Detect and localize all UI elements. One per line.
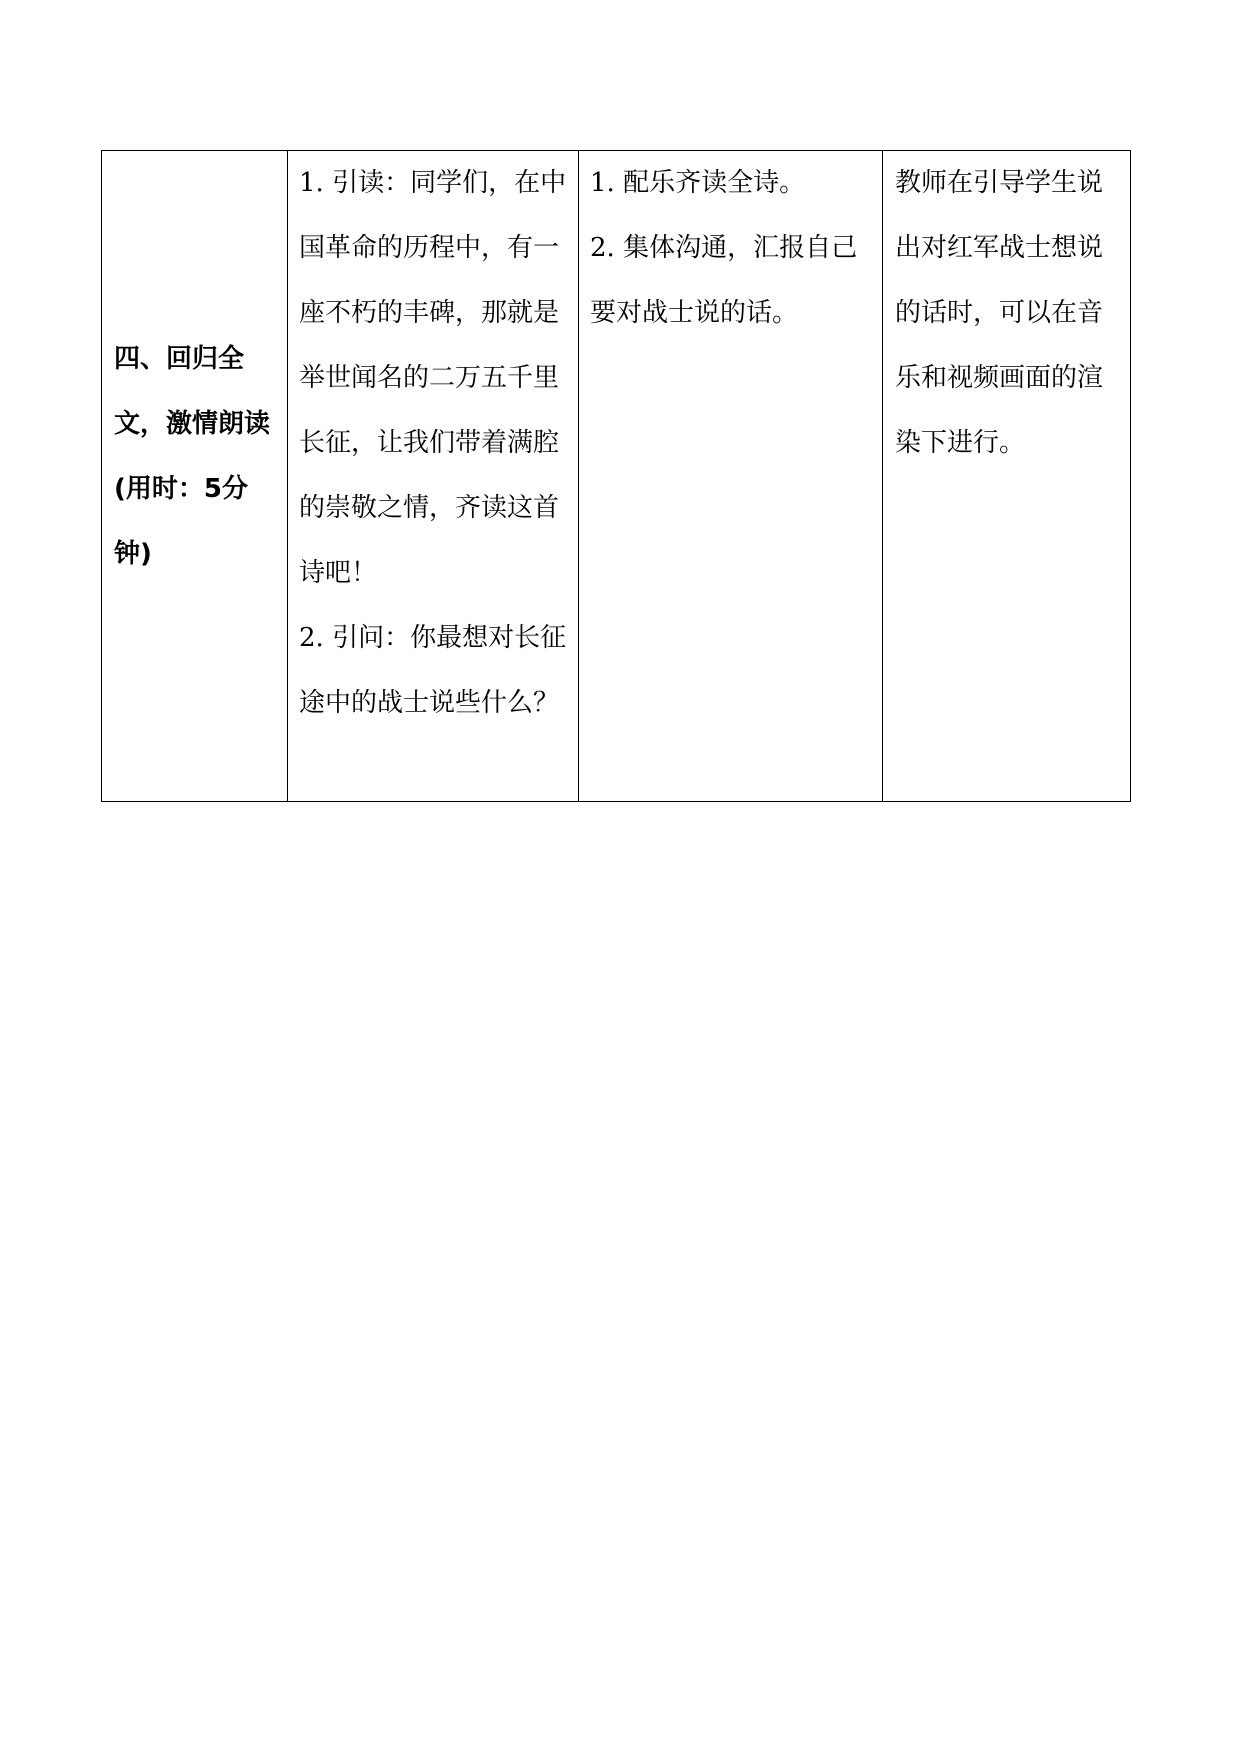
stage-title: 四、回归全文，激情朗读(用时：5分钟) (114, 344, 271, 569)
teacher-activity-item: 2. 引问：你最想对长征途中的战士说些什么？ (299, 623, 567, 718)
teacher-activity-cell (288, 151, 579, 802)
teacher-activity-item: 1. 引读：同学们，在中国革命的历程中，有一座不朽的丰碑，那就是举世闻名的二万五千里长征，让我们带着满腔的崇敬之情，齐读这首诗吧！ (299, 168, 567, 588)
student-activity-cell (579, 151, 883, 802)
design-note-text: 教师在引导学生说出对红军战士想说的话时，可以在音乐和视频画面的渲染下进行。 (895, 168, 1104, 458)
stage-cell (102, 151, 288, 802)
design-note-cell (883, 151, 1131, 802)
student-activity-item: 1. 配乐齐读全诗。 (590, 168, 806, 198)
student-activity-item: 2. 集体沟通，汇报自己要对战士说的话。 (590, 233, 858, 328)
lesson-plan-table (101, 150, 1131, 802)
table-row (102, 151, 1131, 802)
